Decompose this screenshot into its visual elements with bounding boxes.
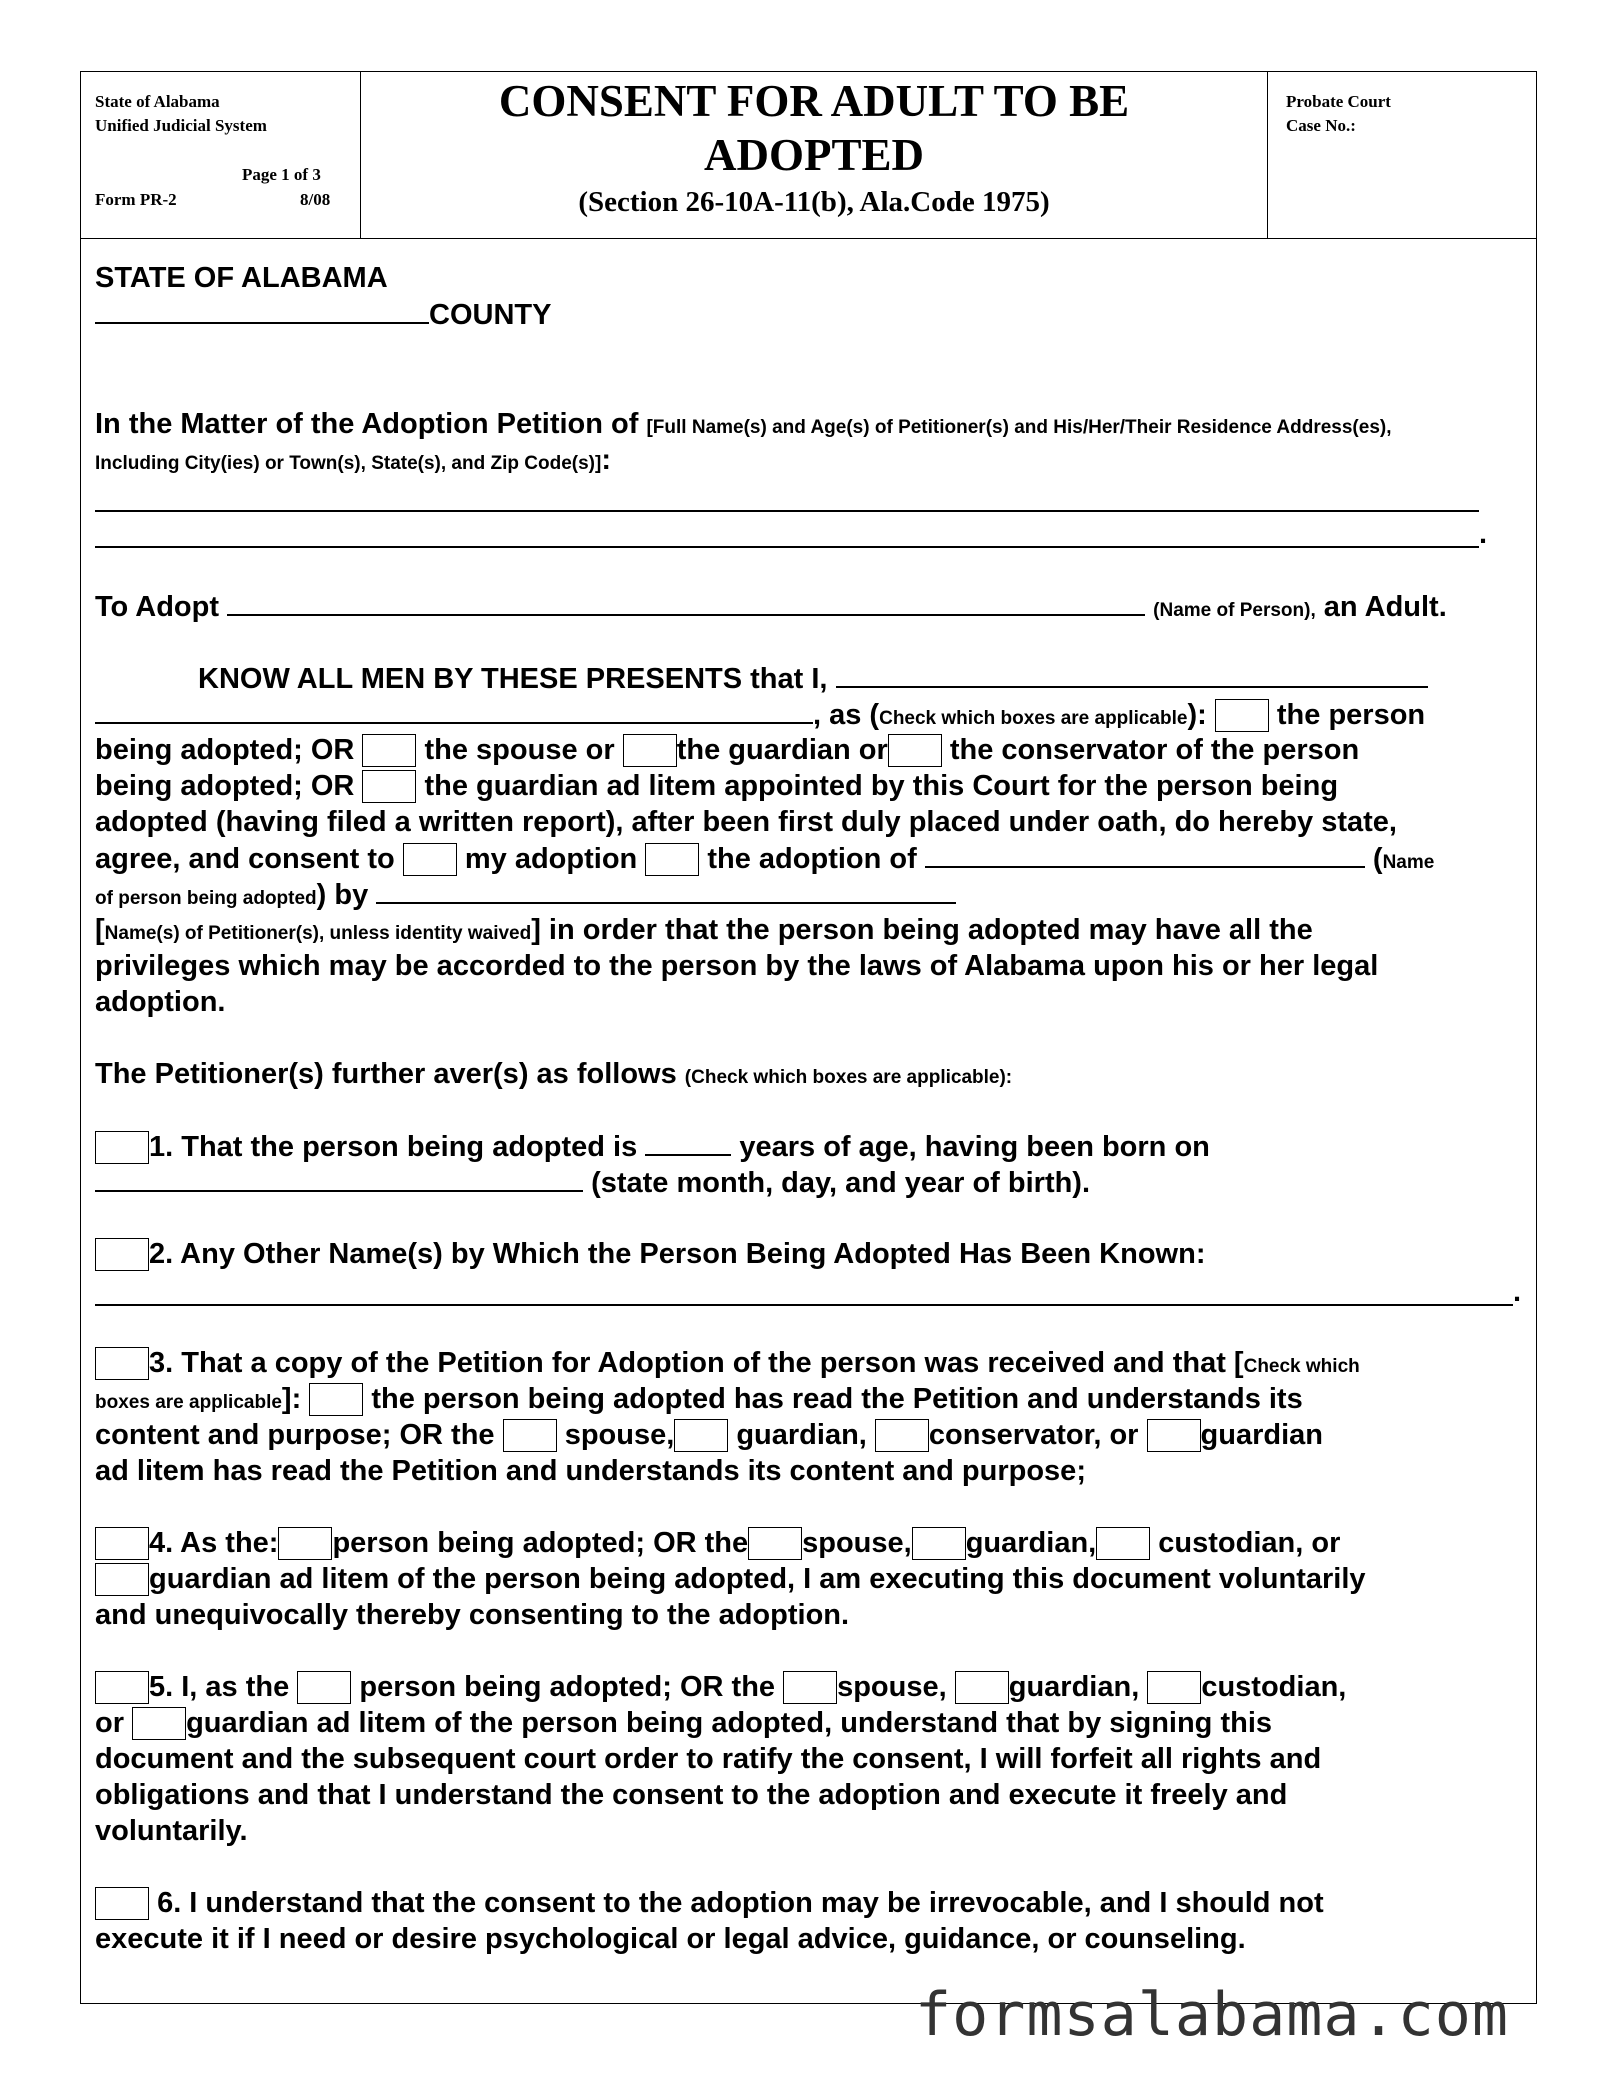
item-3-a: 3. That a copy of the Petition for Adoption of the person was received and that [ xyxy=(149,1347,1244,1379)
checkbox-item-5-guardian[interactable] xyxy=(955,1671,1009,1704)
item-3-line-1 xyxy=(95,1345,1360,1385)
agree-label: agree, and consent to xyxy=(95,843,395,875)
checkbox-item-6[interactable] xyxy=(95,1887,149,1920)
adoption-of-label: the adoption of xyxy=(707,843,917,875)
consenter-name-blank-2[interactable] xyxy=(95,696,813,724)
aver-line xyxy=(95,1056,1012,1096)
venue-county-line xyxy=(95,296,551,333)
item-4-b: person being adopted; OR the xyxy=(332,1527,749,1559)
privileges-a: ] in order that the person being adopted may have all the xyxy=(531,914,1313,946)
form-date: 8/08 xyxy=(300,190,331,209)
matter-line xyxy=(95,406,1392,446)
form-number: Form PR-2 xyxy=(95,190,177,209)
item-3-guardian: guardian, xyxy=(736,1419,867,1451)
checkbox-item-3-conservator[interactable] xyxy=(875,1419,929,1452)
case-number-label: Case No.: xyxy=(1286,116,1356,135)
item-3-line-4: ad litem has read the Petition and understands its content and purpose; xyxy=(95,1455,1086,1487)
item-4-a: 4. As the: xyxy=(149,1527,279,1559)
person-label: the person xyxy=(1276,699,1426,731)
item-3-line-3 xyxy=(95,1417,1323,1453)
checkbox-item-3-spouse[interactable] xyxy=(503,1419,557,1452)
consent-line-7 xyxy=(95,876,956,917)
item-4-line-2 xyxy=(95,1561,1366,1597)
item-5-or: or xyxy=(95,1707,124,1739)
item-3-gal: guardian xyxy=(1200,1419,1323,1451)
checkbox-item-4-person[interactable] xyxy=(278,1527,332,1560)
checkbox-item-4-guardian[interactable] xyxy=(912,1527,966,1560)
item-5-custodian: custodian, xyxy=(1201,1671,1347,1703)
petitioner-blank-2[interactable] xyxy=(95,546,1479,548)
checkbox-item-1[interactable] xyxy=(95,1131,149,1164)
checkbox-item-4-spouse[interactable] xyxy=(748,1527,802,1560)
item-5-guardian: guardian, xyxy=(1008,1671,1140,1703)
item-2-text: 2. Any Other Name(s) by Which the Person Being Adopted Has Been Known: xyxy=(149,1238,1206,1270)
item-4-line-3: and unequivocally thereby consenting to the adoption. xyxy=(95,1599,850,1631)
checkbox-item-3-gal[interactable] xyxy=(1147,1419,1201,1452)
form-title-line1: CONSENT FOR ADULT TO BE xyxy=(498,76,1130,126)
checkbox-item-5-gal[interactable] xyxy=(132,1707,186,1740)
item-5-line-2 xyxy=(95,1705,1272,1741)
name-hint-b: of person being adopted xyxy=(95,888,317,909)
item-1-line-1 xyxy=(95,1128,1210,1165)
consent-line-5: adopted (having filed a written report), after been first duly placed under oath, do hereby state, xyxy=(95,806,1397,838)
to-adopt-tail: an Adult. xyxy=(1323,591,1447,623)
other-names-blank[interactable] xyxy=(95,1304,1513,1306)
checkbox-guardian-ad-litem[interactable] xyxy=(362,770,416,803)
checkbox-item-4[interactable] xyxy=(95,1527,149,1560)
form-frame xyxy=(80,71,1537,2004)
conservator-label: the conservator of the person xyxy=(949,734,1360,766)
birth-date-blank[interactable] xyxy=(95,1164,583,1192)
county-blank[interactable] xyxy=(95,296,429,324)
check-hint: Check which boxes are applicable xyxy=(879,708,1188,729)
item-1-c: (state month, day, and year of birth). xyxy=(591,1167,1091,1199)
matter-line-2 xyxy=(95,442,611,482)
aver-hint: (Check which boxes are applicable): xyxy=(684,1067,1013,1088)
know-all-text: KNOW ALL MEN BY THESE PRESENTS that I, xyxy=(198,663,828,695)
item-3-line-2 xyxy=(95,1381,1303,1421)
adoptee-name-blank[interactable] xyxy=(227,588,1145,616)
system-label: Unified Judicial System xyxy=(95,116,267,135)
item-2-line xyxy=(95,1236,1205,1272)
consent-line-9: privileges which may be accorded to the person by the laws of Alabama upon his or her legal xyxy=(95,950,1379,982)
court-label: Probate Court xyxy=(1286,92,1391,111)
know-all-line xyxy=(198,660,1428,697)
item-3-hint-b: boxes are applicable xyxy=(95,1392,282,1413)
consent-line-4 xyxy=(95,768,1338,804)
form-title-line2: ADOPTED xyxy=(703,130,924,180)
item-4-line-1 xyxy=(95,1525,1340,1561)
item-6-a: 6. I understand that the consent to the adoption may be irrevocable, and I should not xyxy=(157,1887,1324,1919)
consent-line-3 xyxy=(95,732,1359,768)
matter-instruction-b: Including City(ies) or Town(s), State(s), and Zip Code(s)] xyxy=(95,453,602,474)
item-3-d: content and purpose; OR the xyxy=(95,1419,495,1451)
item-6-line-2: execute it if I need or desire psychological or legal advice, guidance, or counseling. xyxy=(95,1923,1246,1955)
venue-state: STATE OF ALABAMA xyxy=(95,262,388,294)
item-3-spouse: spouse, xyxy=(564,1419,675,1451)
petitioner-name-blank[interactable] xyxy=(376,876,956,904)
as-open: , as ( xyxy=(813,699,880,731)
item-4-guardian: guardian, xyxy=(965,1527,1097,1559)
item-5-b: person being adopted; OR the xyxy=(359,1671,776,1703)
spouse-or-label: the spouse or xyxy=(424,734,615,766)
item-3-conservator: conservator, or xyxy=(928,1419,1139,1451)
checkbox-conservator[interactable] xyxy=(888,734,942,767)
form-body xyxy=(81,72,1536,2003)
matter-lead: In the Matter of the Adoption Petition of xyxy=(95,408,639,440)
watermark: formsalabama.com xyxy=(915,1980,1509,2050)
checkbox-spouse[interactable] xyxy=(362,734,416,767)
checkbox-item-5[interactable] xyxy=(95,1671,149,1704)
name-open: ( xyxy=(1372,843,1383,875)
consent-line-10: adoption. xyxy=(95,986,226,1018)
item-5-spouse: spouse, xyxy=(837,1671,947,1703)
being-adopted-or-2: being adopted; OR xyxy=(95,770,355,802)
adoptee-name-blank-2[interactable] xyxy=(925,840,1365,868)
by-label: ) by xyxy=(316,879,369,911)
checkbox-guardian[interactable] xyxy=(623,734,677,767)
item-4-spouse: spouse, xyxy=(802,1527,912,1559)
checkbox-item-2[interactable] xyxy=(95,1238,149,1271)
state-label: State of Alabama xyxy=(95,92,220,111)
checkbox-item-3[interactable] xyxy=(95,1347,149,1380)
to-adopt-line xyxy=(95,588,1447,629)
item-1-a: 1. That the person being adopted is xyxy=(149,1131,638,1163)
checkbox-item-3-guardian[interactable] xyxy=(674,1419,728,1452)
checkbox-item-5-spouse[interactable] xyxy=(783,1671,837,1704)
checkbox-my-adoption[interactable] xyxy=(403,843,457,876)
item-1-b: years of age, having been born on xyxy=(739,1131,1210,1163)
item-4-c: guardian ad litem of the person being adopted, I am executing this document voluntarily xyxy=(149,1563,1366,1595)
name-hint-a: Name xyxy=(1382,852,1435,873)
being-adopted-or: being adopted; OR xyxy=(95,734,355,766)
to-adopt-lead: To Adopt xyxy=(95,591,220,623)
item-4-custodian: custodian, or xyxy=(1158,1527,1341,1559)
checkbox-person-being-adopted[interactable] xyxy=(1215,699,1269,732)
item-2-period: . xyxy=(1513,1276,1522,1308)
item-6-line-1 xyxy=(95,1885,1324,1921)
consent-line-2 xyxy=(95,696,1425,737)
age-blank[interactable] xyxy=(645,1128,731,1156)
aver-lead: The Petitioner(s) further aver(s) as follows xyxy=(95,1058,677,1090)
page-number: Page 1 of 3 xyxy=(242,165,321,184)
item-1-line-2 xyxy=(95,1164,1090,1201)
checkbox-item-4-custodian[interactable] xyxy=(1096,1527,1150,1560)
form-subtitle: (Section 26-10A-11(b), Ala.Code 1975) xyxy=(578,186,1050,218)
item-5-c: guardian ad litem of the person being adopted, understand that by signing this xyxy=(186,1707,1273,1739)
bracket-open: [ xyxy=(95,914,105,946)
item-3-hint-a: Check which xyxy=(1243,1356,1360,1377)
matter-instruction-a: [Full Name(s) and Age(s) of Petitioner(s) and His/Her/Their Residence Address(es), xyxy=(646,417,1392,438)
checkbox-item-5-person[interactable] xyxy=(297,1671,351,1704)
item-5-line-3: document and the subsequent court order to ratify the consent, I will forfeit all rights and xyxy=(95,1743,1322,1775)
as-close: ): xyxy=(1187,699,1207,731)
item-5-a: 5. I, as the xyxy=(149,1671,290,1703)
consenter-name-blank[interactable] xyxy=(836,660,1428,688)
matter-colon: : xyxy=(601,444,611,476)
to-adopt-hint: (Name of Person), xyxy=(1153,600,1316,621)
petitioner-hint: Name(s) of Petitioner(s), unless identity waived xyxy=(104,923,532,944)
item-3-c: the person being adopted has read the Petition and understands its xyxy=(371,1383,1303,1415)
venue-county: COUNTY xyxy=(429,299,552,331)
petitioner-blank-1[interactable] xyxy=(95,510,1479,512)
item-3-b: ]: xyxy=(281,1383,302,1415)
matter-period: . xyxy=(1479,518,1488,550)
item-5-line-4: obligations and that I understand the consent to the adoption and execute it freely and xyxy=(95,1779,1288,1811)
checkbox-item-3-person[interactable] xyxy=(309,1383,363,1416)
checkbox-item-5-custodian[interactable] xyxy=(1147,1671,1201,1704)
item-5-line-1 xyxy=(95,1669,1346,1705)
checkbox-item-4-gal[interactable] xyxy=(95,1563,149,1596)
gal-label: the guardian ad litem appointed by this Court for the person being xyxy=(424,770,1339,802)
item-5-line-5: voluntarily. xyxy=(95,1815,248,1847)
guardian-or-label: the guardian or xyxy=(676,734,888,766)
consent-line-8 xyxy=(95,912,1313,952)
checkbox-adoption-of[interactable] xyxy=(645,843,699,876)
my-adoption-label: my adoption xyxy=(464,843,638,875)
consent-line-6 xyxy=(95,840,1434,881)
